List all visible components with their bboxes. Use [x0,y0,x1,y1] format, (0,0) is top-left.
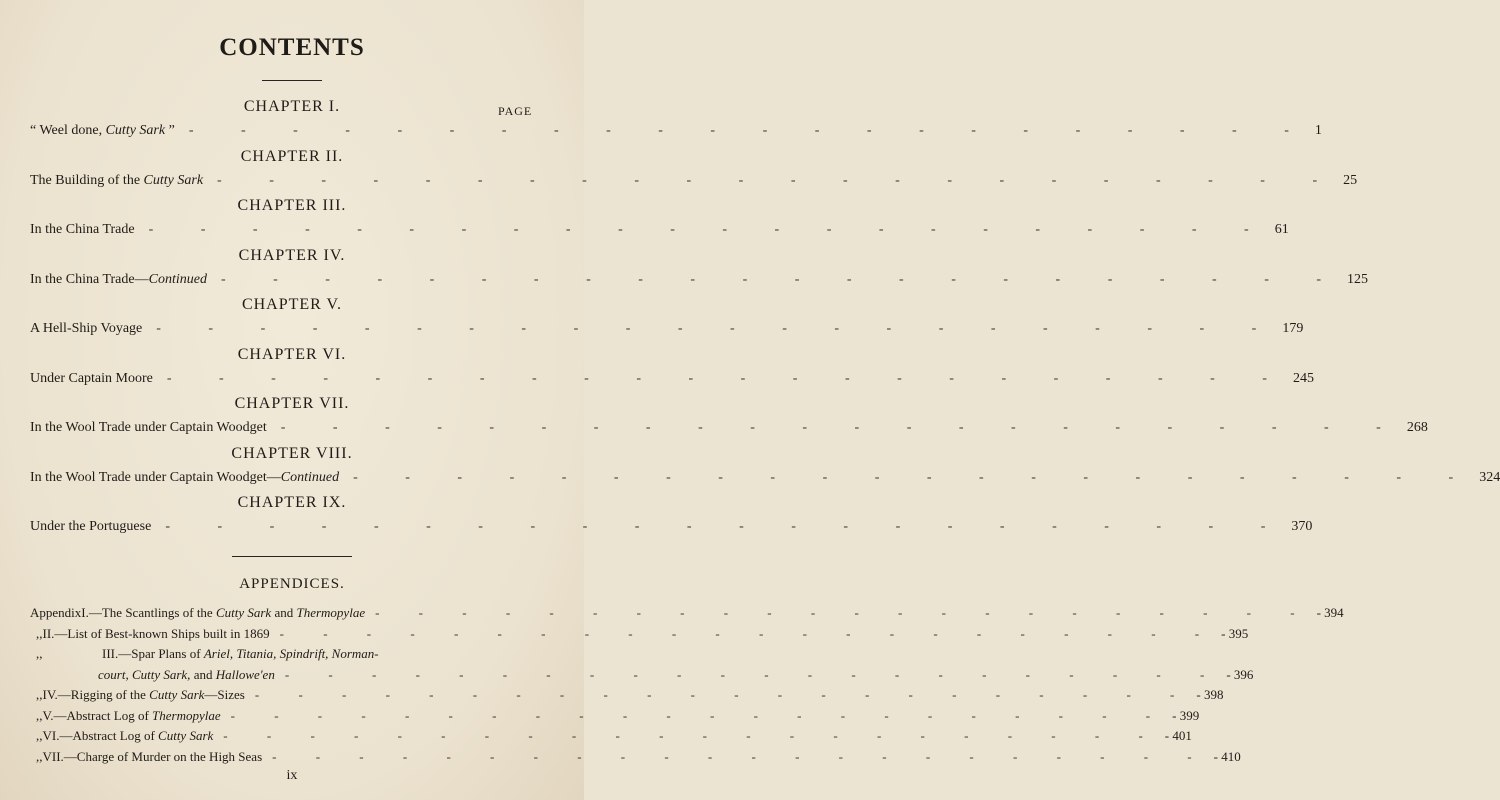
page-number-ref: - 395 [1221,625,1249,641]
page-number-ref: 1 [1314,123,1322,138]
page-number: ix [286,768,298,783]
dot-leader: - - - - - - - - - - - - - - - - - - - - - - [220,271,1344,287]
page-number-ref: - 410 [1213,748,1241,764]
chapter-heading: CHAPTER IV. [238,246,346,264]
appendix-entry [30,707,1200,726]
page-number-ref: - 401 [1164,728,1192,743]
dot-leader: - - - - - - - - - - - - - - - - - - - - - - [284,666,1223,682]
chapter-title: Under Captain Moore [30,370,153,386]
page-number-ref: 25 [1343,172,1358,188]
appendix-lead: ,, [36,707,43,723]
appendix-lead: ,, [36,687,43,702]
dot-leader: - - - - - - - - - - - - - - - - - - - - - - [166,370,1289,386]
chapter-title: In the China Trade—Continued [30,271,207,287]
appendices-heading: APPENDICES. [239,576,345,592]
appendix-entry [30,748,1241,767]
chapter-heading: CHAPTER VIII. [231,444,353,462]
page-column-label: PAGE [498,104,533,118]
dot-leader: - - - - - - - - - - - - - - - - - - - - - - [156,321,1279,336]
chapter-heading: CHAPTER III. [237,197,347,214]
page-number-ref: - 399 [1172,707,1200,723]
chapter-title: In the Wool Trade under Captain Woodget [30,420,267,435]
dot-leader: - - - - - - - - - - - - - - - - - - - - - - [375,605,1313,620]
dot-leader: - - - - - - - - - - - - - - - - - - - - - - [217,172,1340,188]
dot-leader: - - - - - - - - - - - - - - - - - - - - - - [148,222,1271,237]
page-number-ref: 125 [1347,271,1369,287]
toc-entry [30,469,1500,490]
appendix-entry [30,687,1224,705]
appendix-lead: ,, [36,728,43,743]
page-number-ref: - 396 [1226,666,1254,682]
chapter-title: The Building of the Cutty Sark [30,172,204,188]
appendix-title: IV.—Rigging of the Cutty Sark—Sizes [42,687,245,702]
page-number-ref: 268 [1406,420,1428,435]
title-rule [262,80,322,81]
toc-entry [30,420,1428,440]
page-number-ref: - 398 [1196,687,1224,702]
toc-entry [30,172,1358,193]
dot-leader: - - - - - - - - - - - - - - - - - - - - - - [254,687,1193,702]
toc-entry [30,123,1322,143]
page-number-ref: 179 [1282,321,1304,336]
appendix-lead: ,, [36,625,43,641]
chapter-title: In the Wool Trade under Captain Woodget—Continued [30,469,340,485]
page-number-ref: - 394 [1316,605,1344,620]
toc-entry [30,222,1289,242]
toc-entry [30,519,1313,539]
appendix-title: court, Cutty Sark, and Hallowe'en [98,666,275,682]
appendix-title: VII.—Charge of Murder on the High Seas [42,748,263,764]
chapter-heading: CHAPTER II. [240,147,344,165]
appendix-title: III.—Spar Plans of Ariel, Titania, Spindrift, Norman- [102,646,379,661]
page-number-ref: 370 [1291,519,1313,534]
appendix-entry [30,605,1344,623]
chapter-heading: CHAPTER V. [241,296,343,313]
dot-leader: - - - - - - - - - - - - - - - - - - - - - - [272,748,1210,764]
page-title: CONTENTS [219,34,365,61]
appendix-title: V.—Abstract Log of Thermopylae [42,707,221,723]
page-number-ref: 324 [1479,469,1500,485]
appendix-title: VI.—Abstract Log of Cutty Sark [42,728,214,743]
appendix-title: I.—The Scantlings of the Cutty Sark and Thermopylae [81,605,366,620]
chapter-heading: CHAPTER VII. [234,395,350,412]
chapter-title: Under the Portuguese [30,519,152,534]
dot-leader: - - - - - - - - - - - - - - - - - - - - - - [165,519,1288,534]
chapter-heading: CHAPTER IX. [237,494,347,511]
dot-leader: - - - - - - - - - - - - - - - - - - - - - - [280,420,1403,435]
dot-leader: - - - - - - - - - - - - - - - - - - - - - - [188,123,1311,138]
chapter-heading: CHAPTER VI. [237,345,347,363]
appendix-lead: Appendix [30,605,82,620]
page-number-ref: 245 [1292,370,1314,386]
chapter-title: A Hell-Ship Voyage [30,321,143,336]
appendix-title: II.—List of Best-known Ships built in 1869 [42,625,270,641]
dot-leader: - - - - - - - - - - - - - - - - - - - - - - [230,707,1169,723]
page-number-ref: 61 [1274,222,1289,237]
toc-entry [30,370,1314,391]
appendix-entry [30,728,1192,746]
toc-entry [30,271,1369,292]
dot-leader: - - - - - - - - - - - - - - - - - - - - - - [223,728,1161,743]
appendix-entry [30,625,1249,644]
section-rule [232,556,352,557]
appendix-entry [30,646,538,664]
dot-leader: - - - - - - - - - - - - - - - - - - - - - - [353,469,1476,485]
toc-entry [30,321,1304,341]
appendix-entry [30,666,1254,685]
appendix-lead: ,, [36,646,43,661]
chapter-title: “ Weel done, Cutty Sark ” [30,123,175,138]
chapter-heading: CHAPTER I. [243,98,341,115]
appendix-lead: ,, [36,748,43,764]
chapter-title: In the China Trade [30,222,135,237]
dot-leader: - - - - - - - - - - - - - - - - - - - - - - [279,625,1218,641]
